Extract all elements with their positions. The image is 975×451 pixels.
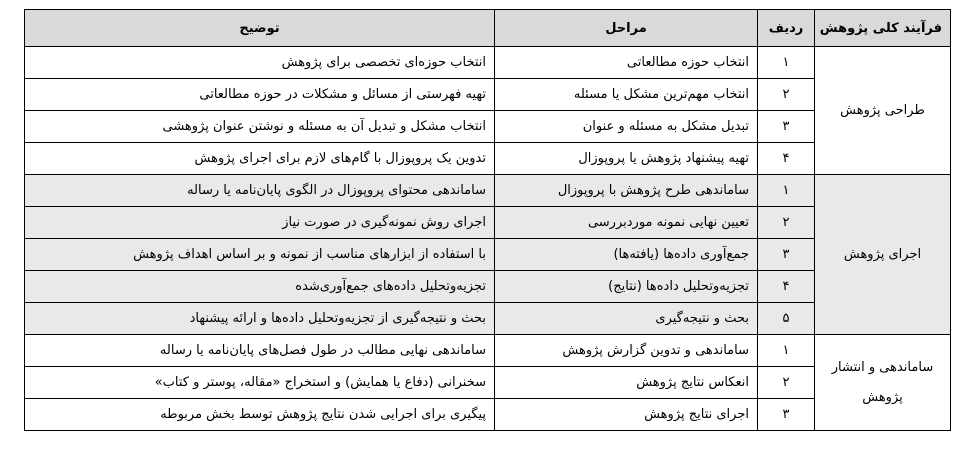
description-cell: تهیه فهرستی از مسائل و مشکلات در حوزه مطالعاتی xyxy=(25,79,495,111)
header-row xyxy=(25,10,951,47)
stage-cell: تجزیه‌وتحلیل داده‌ها (نتایج) xyxy=(495,271,758,303)
header-row-number: ردیف xyxy=(758,10,815,47)
table-row xyxy=(25,239,951,271)
description-cell: بحث و نتیجه‌گیری از تجزیه‌وتحلیل داده‌ها و ارائه پیشنهاد xyxy=(25,303,495,335)
table-row xyxy=(25,335,951,367)
process-stage-label: اجرای پژوهش xyxy=(843,246,922,262)
stage-cell: اجرای نتایج پژوهش xyxy=(495,399,758,431)
stage-cell: تبدیل مشکل به مسئله و عنوان xyxy=(495,111,758,143)
stage-cell: ساماندهی و تدوین گزارش پژوهش xyxy=(495,335,758,367)
description-cell: اجرای روش نمونه‌گیری در صورت نیاز xyxy=(25,207,495,239)
description-cell: ساماندهی محتوای پروپوزال در الگوی پایان‌نامه یا رساله xyxy=(25,175,495,207)
description-cell: تدوین یک پروپوزال با گام‌های لازم برای اجرای پژوهش xyxy=(25,143,495,175)
stage-cell: بحث و نتیجه‌گیری xyxy=(495,303,758,335)
stage-cell: انتخاب مهم‌ترین مشکل یا مسئله xyxy=(495,79,758,111)
row-number-cell: ۴ xyxy=(758,271,815,303)
description-cell: انتخاب حوزه‌ای تخصصی برای پژوهش xyxy=(25,47,495,79)
table-row xyxy=(25,271,951,303)
table-row xyxy=(25,367,951,399)
stage-cell: تهیه پیشنهاد پژوهش یا پروپوزال xyxy=(495,143,758,175)
row-number-cell: ۴ xyxy=(758,143,815,175)
header-stages: مراحل xyxy=(495,10,758,47)
row-number-cell: ۵ xyxy=(758,303,815,335)
description-cell: انتخاب مشکل و تبدیل آن به مسئله و نوشتن عنوان پژوهشی xyxy=(25,111,495,143)
stage-cell: تعیین نهایی نمونه موردبررسی xyxy=(495,207,758,239)
stage-cell: انعکاس نتایج پژوهش xyxy=(495,367,758,399)
stage-cell: ساماندهی طرح پژوهش با پروپوزال xyxy=(495,175,758,207)
research-process-table xyxy=(24,9,951,431)
description-cell: سخنرانی (دفاع یا همایش) و استخراج «مقاله، پوستر و کتاب» xyxy=(25,367,495,399)
stage-cell: جمع‌آوری داده‌ها (یافته‌ها) xyxy=(495,239,758,271)
process-stage-cell xyxy=(815,175,951,335)
table-wrapper xyxy=(24,9,951,431)
row-number-cell: ۳ xyxy=(758,399,815,431)
table-row xyxy=(25,303,951,335)
table-row xyxy=(25,47,951,79)
row-number-cell: ۱ xyxy=(758,47,815,79)
header-process: فرآیند کلی پژوهش xyxy=(815,10,951,47)
row-number-cell: ۳ xyxy=(758,239,815,271)
stage-cell: انتخاب حوزه مطالعاتی xyxy=(495,47,758,79)
row-number-cell: ۳ xyxy=(758,111,815,143)
process-stage-cell xyxy=(815,335,951,431)
header-description: توضیح xyxy=(25,10,495,47)
table-row xyxy=(25,79,951,111)
table-row xyxy=(25,207,951,239)
row-number-cell: ۱ xyxy=(758,335,815,367)
process-stage-label: طراحی پژوهش xyxy=(840,102,925,118)
table-row xyxy=(25,399,951,431)
description-cell: ساماندهی نهایی مطالب در طول فصل‌های پایان‌نامه یا رساله xyxy=(25,335,495,367)
row-number-cell: ۱ xyxy=(758,175,815,207)
table-row xyxy=(25,143,951,175)
table-header xyxy=(25,10,951,47)
table-row xyxy=(25,111,951,143)
table-row xyxy=(25,175,951,207)
description-cell: پیگیری برای اجرایی شدن نتایج پژوهش توسط بخش مربوطه xyxy=(25,399,495,431)
process-stage-cell xyxy=(815,47,951,175)
table-body xyxy=(25,47,951,431)
description-cell: تجزیه‌وتحلیل داده‌های جمع‌آوری‌شده xyxy=(25,271,495,303)
row-number-cell: ۲ xyxy=(758,367,815,399)
row-number-cell: ۲ xyxy=(758,79,815,111)
description-cell: با استفاده از ابزارهای مناسب از نمونه و بر اساس اهداف پژوهش xyxy=(25,239,495,271)
row-number-cell: ۲ xyxy=(758,207,815,239)
process-stage-label: ساماندهی و انتشار پژوهش xyxy=(831,359,934,405)
